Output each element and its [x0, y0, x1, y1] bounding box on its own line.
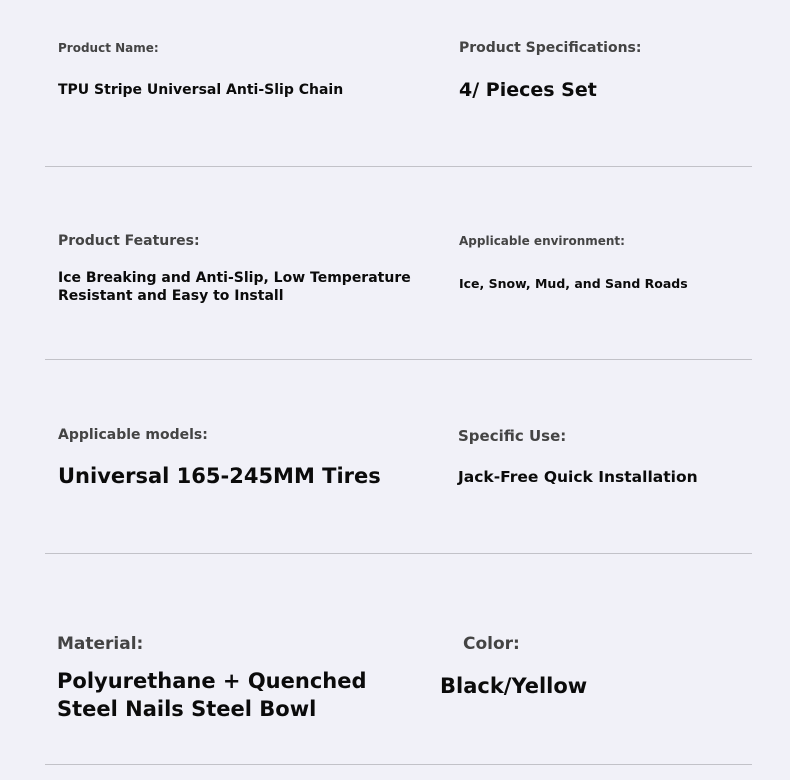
row-divider [45, 553, 752, 554]
specific-use-value: Jack-Free Quick Installation [458, 468, 698, 486]
product-features-value [58, 269, 411, 305]
product-name-value: TPU Stripe Universal Anti-Slip Chain [58, 82, 344, 98]
product-name-label: Product Name: [58, 41, 159, 55]
material-line-2: Steel Nails Steel Bowl [57, 697, 317, 721]
applicable-models-label: Applicable models: [58, 427, 208, 443]
applicable-environment-value: Ice, Snow, Mud, and Sand Roads [459, 276, 688, 291]
product-specifications-value: 4/ Pieces Set [459, 79, 597, 101]
product-features-line-2: Resistant and Easy to Install [58, 288, 284, 304]
product-specifications-label: Product Specifications: [459, 40, 642, 56]
row-divider [45, 359, 752, 360]
product-features-label: Product Features: [58, 233, 200, 249]
product-features-line-1: Ice Breaking and Anti-Slip, Low Temperature [58, 270, 411, 286]
color-label: Color: [463, 634, 520, 654]
applicable-environment-label: Applicable environment: [459, 234, 625, 248]
applicable-models-value: Universal 165-245MM Tires [58, 464, 381, 488]
specific-use-label: Specific Use: [458, 427, 567, 445]
row-divider [45, 166, 752, 167]
color-value: Black/Yellow [440, 674, 588, 698]
material-value [57, 667, 367, 723]
material-label: Material: [57, 634, 144, 654]
row-divider [45, 764, 752, 765]
material-line-1: Polyurethane + Quenched [57, 669, 367, 693]
